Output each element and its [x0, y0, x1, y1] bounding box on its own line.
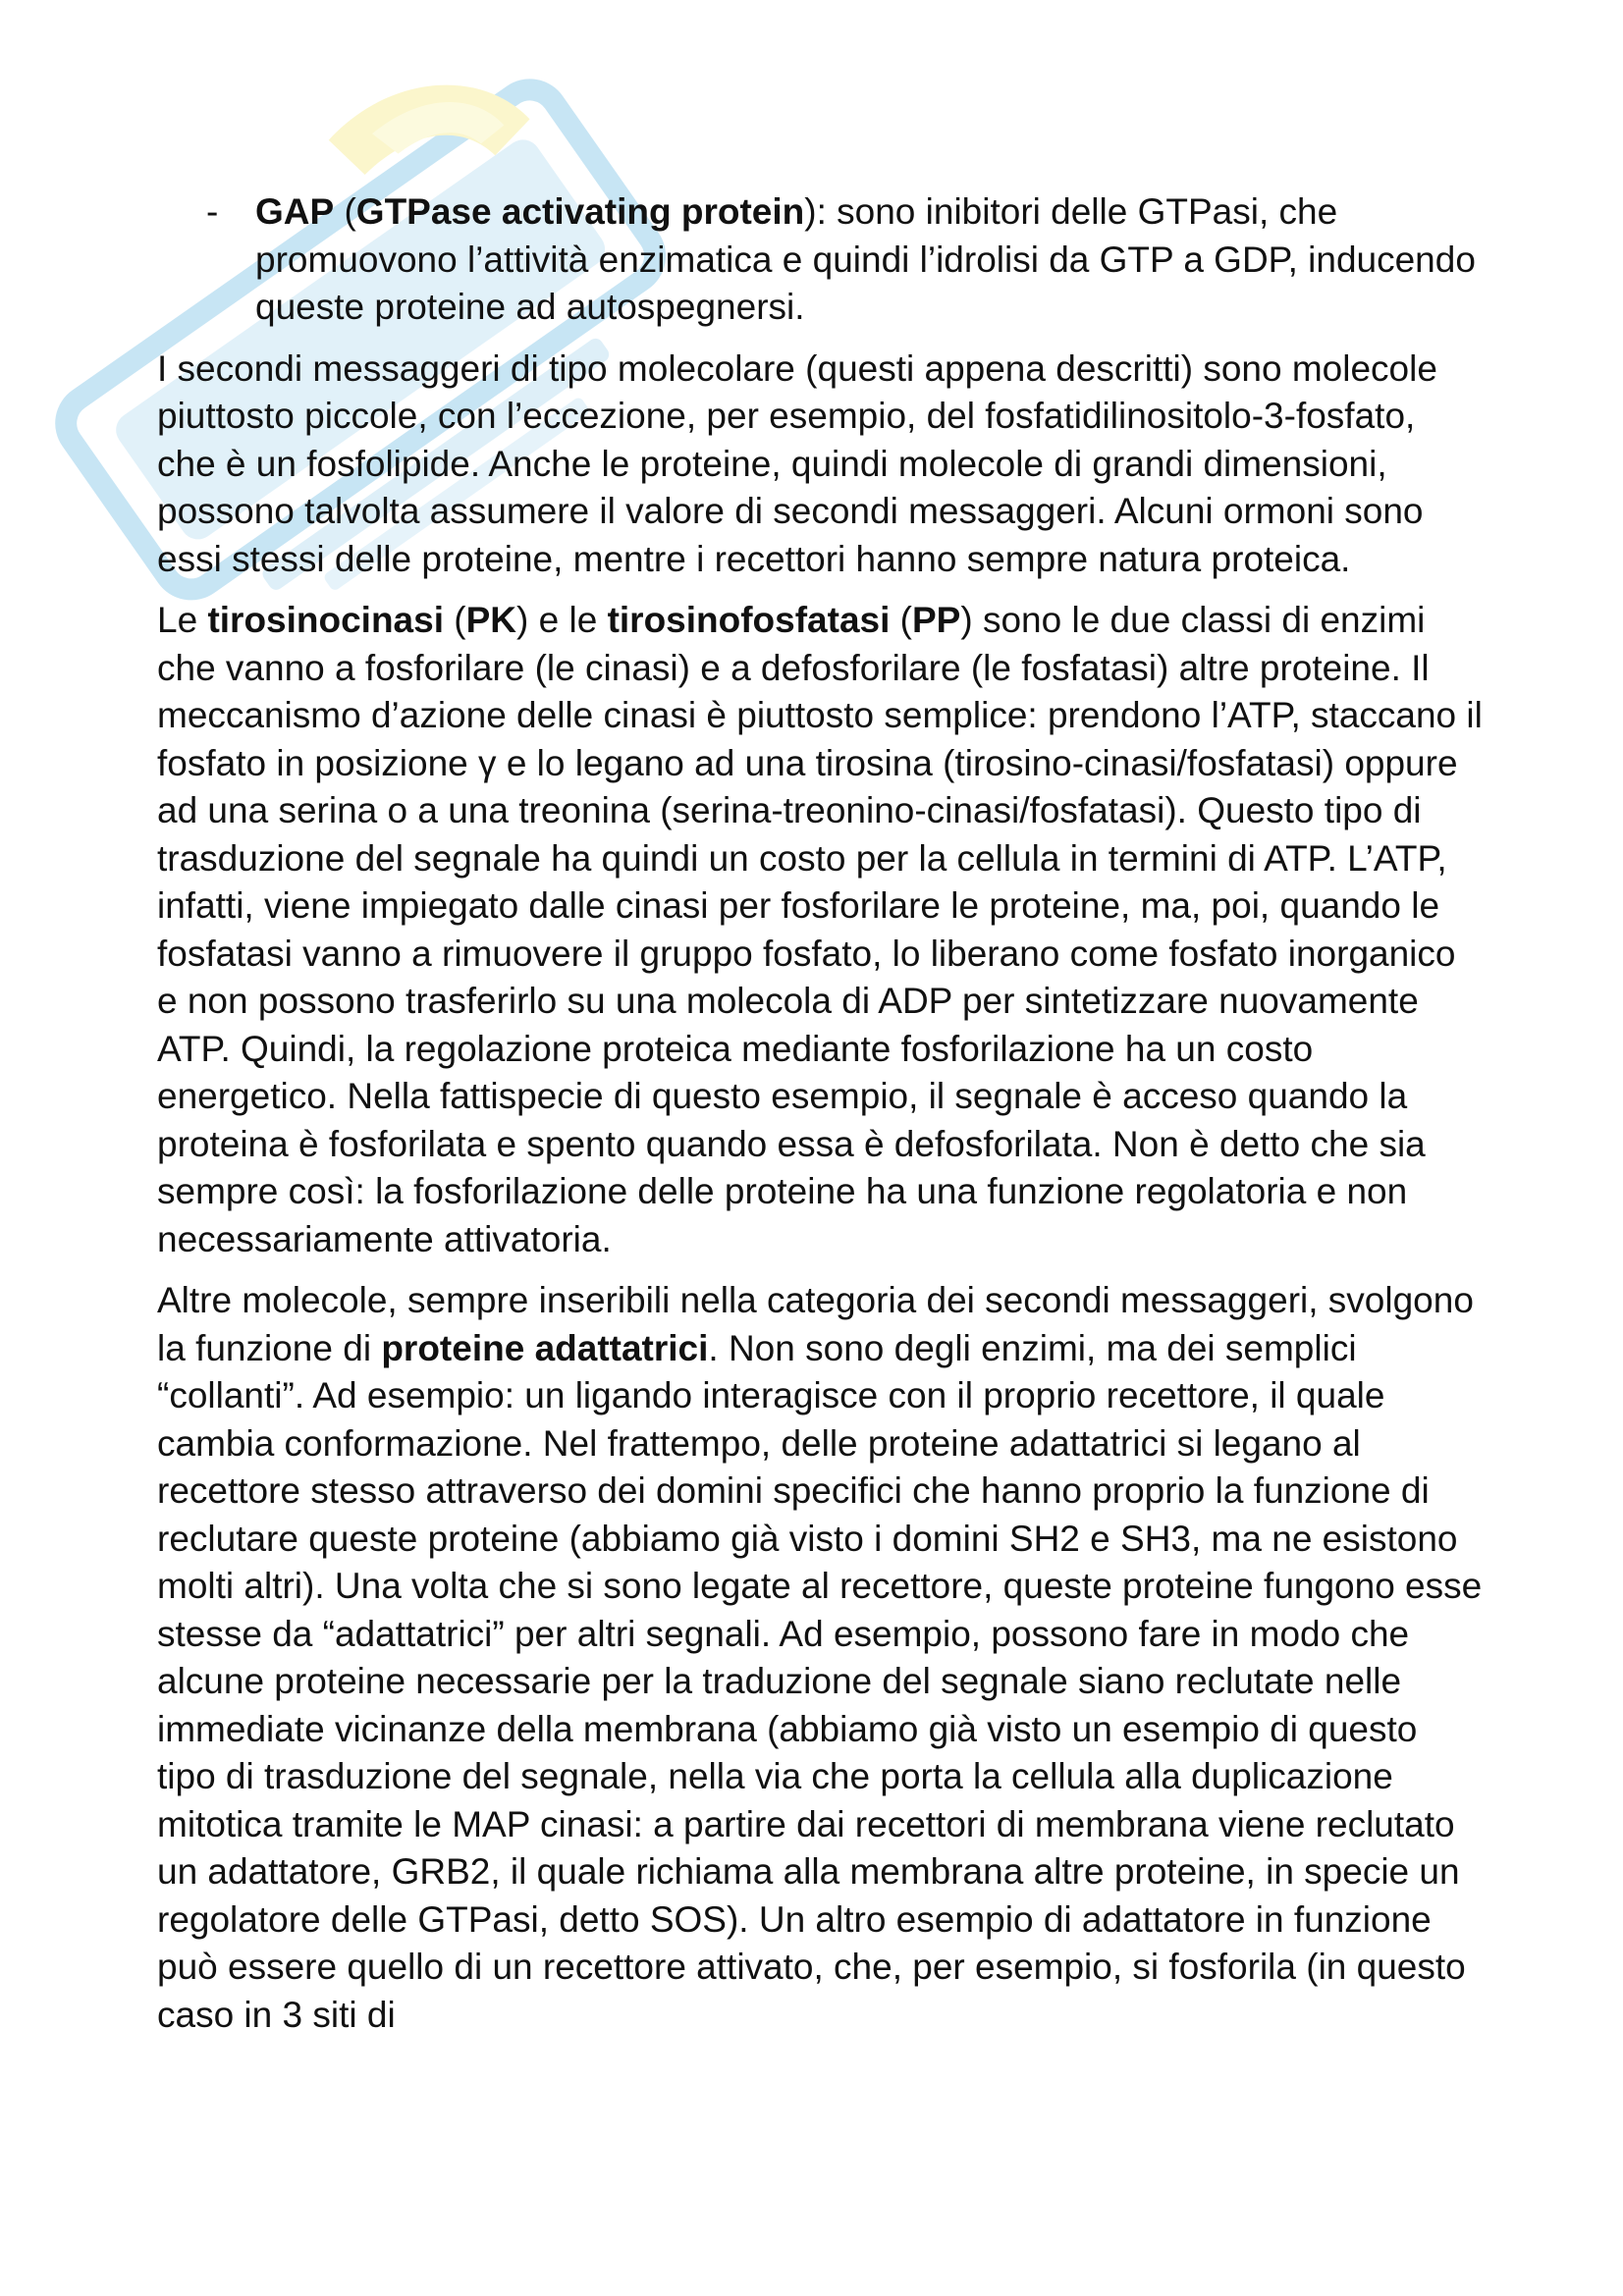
- paragraph-second-messengers: [157, 346, 1483, 584]
- paragraph-lead: Altre molecole, sempre inseribili nella categoria dei secondi messaggeri, svolgono la funzione di: [157, 1280, 1474, 1368]
- paragraph-kinases: [157, 597, 1483, 1263]
- abbr-pp: PP: [912, 600, 961, 640]
- paragraph-text: . Non sono degli enzimi, ma dei semplici “collanti”. Ad esempio: un ligando interagisce con il proprio recettore, il quale cambia conformazione. Nel frattempo, delle proteine adattatrici si legano al recettore stesso attraverso dei domini specifici che hanno proprio la funzione di reclutare queste proteine (abbiamo già visto i domini SH2 e SH3, ma ne esistono molti altri). Una volta che si sono legate al recettore, queste proteine fungono esse stesse da “adattatrici” per altri segnali. Ad esempio, possono fare in modo che alcune proteine necessarie per la traduzione del segnale siano reclutate nelle immediate vicinanze della membrana (abbiamo già visto un esempio di questo tipo di trasduzione del segnale, nella via che porta la cellula alla duplicazione mitotica tramite le MAP cinasi: a partire dai recettori di membrana viene reclutato un adattatore, GRB2, il quale richiama alla membrana altre proteine, in specie un regolatore delle GTPasi, detto SOS). Un altro esempio di adattatore in funzione può essere quello di un recettore attivato, che, per esempio, si fosforila (in questo caso in 3 siti di: [157, 1327, 1483, 2035]
- bullet-dash: -: [206, 191, 219, 232]
- bullet-open-paren: (: [334, 191, 356, 232]
- bullet-list-item: [157, 188, 1483, 332]
- paragraph-mid: ) e le: [516, 600, 608, 640]
- bullet-close-paren: ): [804, 191, 817, 232]
- term-proteine-adattatrici: proteine adattatrici: [381, 1327, 709, 1368]
- bullet-text: : sono inibitori delle GTPasi, che promuovono l’attività enzimatica e quindi l’idrolisi da GTP a GDP, inducendo queste proteine ad autospegnersi.: [255, 191, 1476, 327]
- bullet-term: GAP: [255, 191, 335, 232]
- paragraph-text: I secondi messaggeri di tipo molecolare (questi appena descritti) sono molecole piuttosto piccole, con l’eccezione, per esempio, del fosfatidilinositolo-3-fosfato, che è un fosfolipide. Anche le proteine, quindi molecole di grandi dimensioni, possono talvolta assumere il valore di secondi messaggeri. Alcuni ormoni sono essi stessi delle proteine, mentre i recettori hanno sempre natura proteica.: [157, 347, 1437, 579]
- paragraph-lead: Le: [157, 600, 208, 640]
- term-tirosinocinasi: tirosinocinasi: [207, 600, 444, 640]
- paragraph-mid: (: [890, 600, 912, 640]
- document-body: [157, 188, 1483, 2053]
- bullet-term-full: GTPase activating protein: [355, 191, 805, 232]
- paragraph-text: ) sono le due classi di enzimi che vanno a fosforilare (le cinasi) e a defosforilare (le fosfatasi) altre proteine. Il meccanismo d’azione delle cinasi è piuttosto semplice: prendono l’ATP, staccano il fosfato in posizione γ e lo legano ad una tirosina (tirosino-cinasi/fosfatasi) oppure ad una serina o a una treonina (serina-treonino-cinasi/fosfatasi). Questo tipo di trasduzione del segnale ha quindi un costo per la cellula in termini di ATP. L’ATP, infatti, viene impiegato dalle cinasi per fosforilare le proteine, ma, poi, quando le fosfatasi vanno a rimuovere il gruppo fosfato, lo liberano come fosfato inorganico e non possono trasferirlo su una molecola di ADP per sintetizzare nuovamente ATP. Quindi, la regolazione proteica mediante fosforilazione ha un costo energetico. Nella fattispecie di questo esempio, il segnale è acceso quando la proteina è fosforilata e spento quando essa è defosforilata. Non è detto che sia sempre così: la fosforilazione delle proteine ha una funzione regolatoria e non necessariamente attivatoria.: [157, 600, 1483, 1259]
- abbr-pk: PK: [465, 600, 517, 640]
- term-tirosinofosfatasi: tirosinofosfatasi: [607, 600, 891, 640]
- paragraph-adapter-proteins: [157, 1277, 1483, 2039]
- paragraph-mid: (: [444, 600, 466, 640]
